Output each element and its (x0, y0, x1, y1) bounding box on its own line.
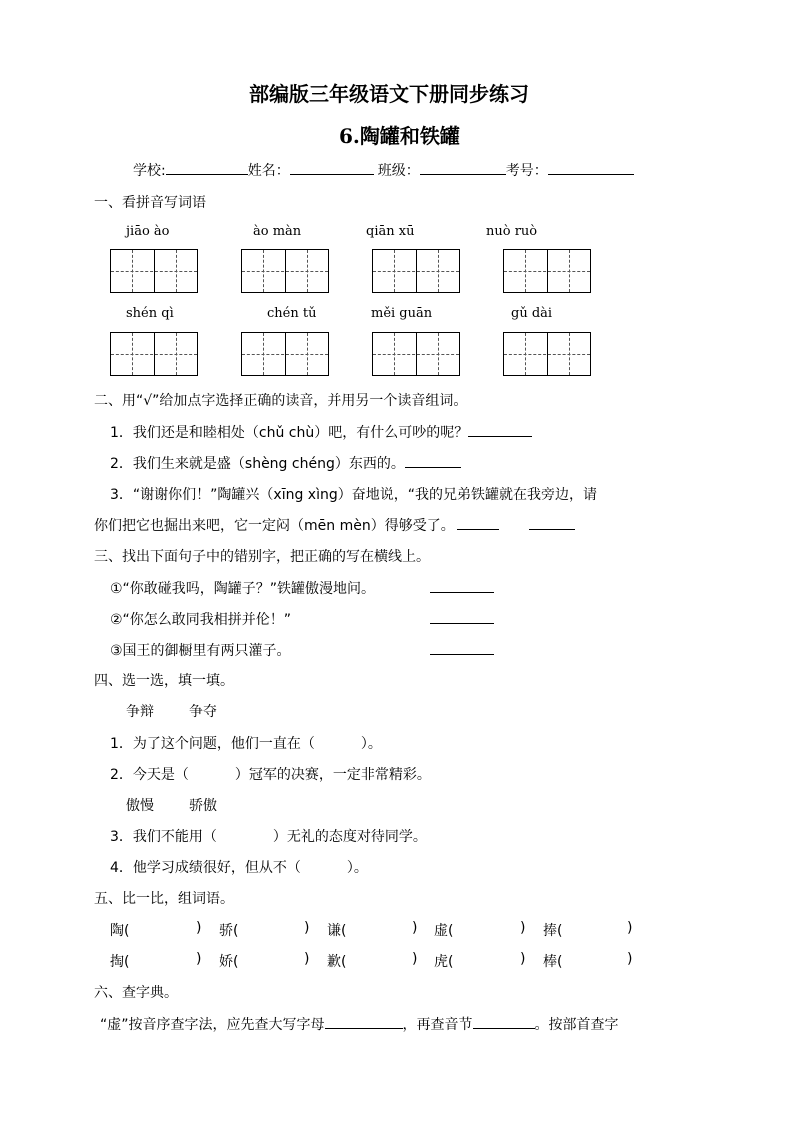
pinyin-label: nuò ruò (486, 224, 538, 239)
compare-item: 虚( (434, 923, 454, 939)
word-choice: 争辩 (126, 704, 154, 720)
name-label: 姓名： (247, 163, 290, 179)
section3-heading: 三、找出下面句子中的错别字，把正确的写在横线上。 (94, 549, 430, 565)
list-item: ③国王的御橱里有两只灌子。 (110, 643, 291, 659)
compare-item: 捧( (543, 923, 563, 939)
question-text: “虚”按音序查字法，应先查大写字母 (100, 1017, 325, 1033)
school-label: 学校: (133, 163, 166, 179)
tianzige-box[interactable] (110, 249, 198, 293)
question-text: 。按部首查字 (534, 1017, 619, 1033)
question-text: 4．他学习成绩很好，但从不（ (110, 860, 301, 876)
tianzige-box[interactable] (503, 332, 591, 376)
question-text: 2．我们生来就是盛（shèng chéng）东西的。 (110, 456, 405, 472)
question-text: 1．我们还是和睦相处（chǔ chù）吧，有什么可吵的呢？ (110, 425, 469, 441)
question-text: 3．“谢谢你们！”陶罐兴（xīng xìng）奋地说，“我的兄弟铁罐就在我旁边，请 (110, 487, 597, 503)
compare-close: ) (627, 920, 633, 936)
question (110, 826, 427, 846)
answer-blank[interactable] (457, 515, 499, 530)
question-text: ）冠军的决赛，一定非常精彩。 (234, 767, 431, 783)
compare-close: ) (196, 951, 202, 967)
answer-blank[interactable] (430, 640, 494, 655)
word-choice: 傲慢 (126, 798, 154, 814)
pinyin-label: ào màn (253, 224, 302, 239)
compare-item: 陶( (110, 923, 130, 939)
compare-item: 掏( (110, 954, 130, 970)
pinyin-label: qiān xū (366, 224, 415, 239)
word-choice: 骄傲 (189, 798, 217, 814)
pinyin-label: shén qì (126, 306, 174, 321)
exam-no-field[interactable] (548, 160, 634, 175)
tianzige-box[interactable] (241, 249, 329, 293)
compare-item: 骄( (219, 923, 239, 939)
question (110, 857, 368, 877)
tianzige-box[interactable] (372, 249, 460, 293)
question (110, 764, 431, 784)
pinyin-label: jiāo ào (126, 224, 170, 239)
compare-close: ) (196, 920, 202, 936)
answer-blank[interactable] (473, 1014, 535, 1029)
compare-item: 虎( (434, 954, 454, 970)
list-item: ②“你怎么敢同我相拼并伦！” (110, 612, 292, 628)
compare-close: ) (520, 920, 526, 936)
question (110, 733, 382, 753)
question-text: 你们把它也掘出来吧，它一定闷（mēn mèn）得够受了。 (94, 518, 455, 534)
pinyin-label: gǔ dài (511, 306, 553, 321)
question (110, 453, 461, 473)
compare-item: 歉( (327, 954, 347, 970)
tianzige-box[interactable] (110, 332, 198, 376)
compare-close: ) (304, 920, 310, 936)
section4-heading: 四、选一选，填一填。 (94, 673, 234, 689)
answer-blank[interactable] (325, 1014, 403, 1029)
answer-blank[interactable] (405, 453, 461, 468)
compare-close: ) (412, 920, 418, 936)
pinyin-label: chén tǔ (267, 306, 317, 321)
compare-close: ) (520, 951, 526, 967)
compare-close: ) (627, 951, 633, 967)
page-title: 部编版三年级语文下册同步练习 (249, 82, 529, 106)
tianzige-box[interactable] (372, 332, 460, 376)
compare-close: ) (412, 951, 418, 967)
answer-blank[interactable] (430, 578, 494, 593)
school-field[interactable] (166, 160, 248, 175)
list-item: ①“你敢碰我吗，陶罐子？”铁罐傲漫地问。 (110, 581, 376, 597)
section6-heading: 六、查字典。 (94, 985, 178, 1001)
compare-close: ) (304, 951, 310, 967)
tianzige-box[interactable] (241, 332, 329, 376)
tianzige-box[interactable] (503, 249, 591, 293)
compare-item: 娇( (219, 954, 239, 970)
answer-blank[interactable] (529, 515, 575, 530)
compare-item: 谦( (327, 923, 347, 939)
info-line (133, 160, 634, 180)
answer-blank[interactable] (430, 609, 494, 624)
lesson-title: 6.陶罐和铁罐 (339, 124, 460, 148)
question-text: ）无礼的态度对待同学。 (272, 829, 427, 845)
question (100, 1014, 619, 1034)
question-text: 1．为了这个问题，他们一直在（ (110, 736, 315, 752)
question (110, 422, 532, 442)
word-choice: 争夺 (189, 704, 217, 720)
class-label: 班级： (377, 163, 420, 179)
section1-heading: 一、看拼音写词语 (94, 195, 206, 211)
question-text: ，再查音节 (402, 1017, 473, 1033)
question-text: ）。 (360, 736, 382, 752)
question-text: 2．今天是（ (110, 767, 189, 783)
question-text: ）。 (346, 860, 368, 876)
compare-item: 棒( (543, 954, 563, 970)
answer-blank[interactable] (468, 422, 532, 437)
exam-no-label: 考号： (505, 163, 548, 179)
pinyin-label: měi guān (371, 306, 433, 321)
class-field[interactable] (420, 160, 506, 175)
section2-heading: 二、用“√”给加点字选择正确的读音，并用另一个读音组词。 (94, 393, 468, 409)
question-text: 3．我们不能用（ (110, 829, 217, 845)
question (94, 515, 575, 535)
section5-heading: 五、比一比，组词语。 (94, 891, 234, 907)
name-field[interactable] (290, 160, 374, 175)
